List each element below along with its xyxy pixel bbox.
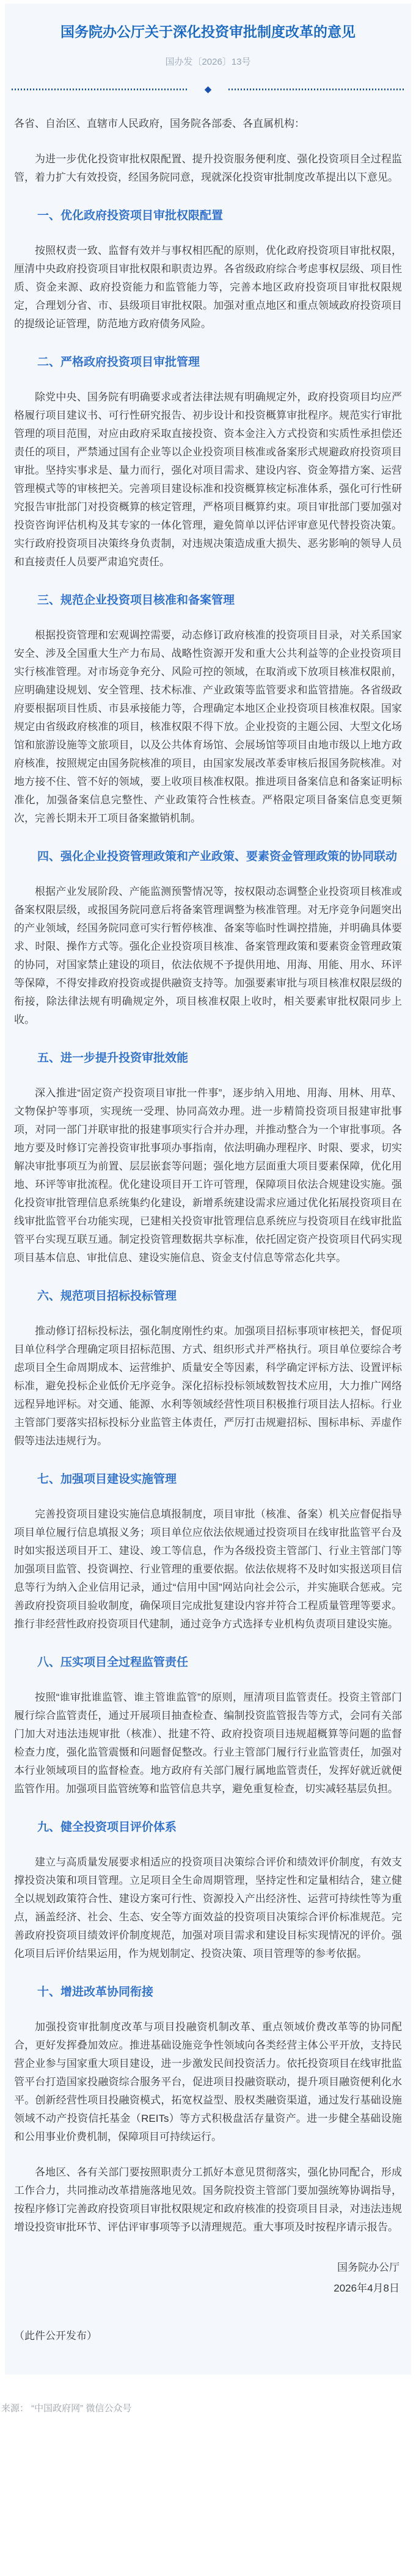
source-footer: 来源： “中国政府网” 微信公众号: [1, 2403, 132, 2414]
title-divider: [12, 85, 404, 94]
section-paragraph: 根据产业发展阶段、产能监测预警情况等，按权限动态调整企业投资项目核准或备案权限层级，或报国务院同意后将备案管理调整为核准管理。对无序竞争问题突出的产业领域，经国务院同意可实行暂停核准、备案等临时性调控措施，并明确具体要求、时限、操作方式等。强化企业投资项目核准、备案管理政策和要素资金管理政策的协同，对国家禁止建设的项目，依法依规不予提供用地、用海、用能、用水、环评等保障，不得安排政府投资或提供融资支持等。加强要素审批与项目核准权限层级的衔接，除法律法规有明确规定外，项目核准权限上收时，相关要素审批权限同步上收。: [14, 886, 402, 1026]
document-title: 国务院办公厅关于深化投资审批制度改革的意见: [60, 24, 356, 40]
section-paragraph: 深入推进“固定资产投资项目审批一件事”，逐步纳入用地、用海、用林、用草、文物保护等事项，实现统一受理、协同高效办理。进一步精简投资项目报建审批事项，对同一部门并联审批的报建事项实行合并办理，并推动整合为一个审批事项。各地方要及时修订完善投资审批事项办事指南，依法明确办理程序、时限、要求，切实解决审批事项互为前置、层层嵌套等问题；强化地方层面重大项目要素保障，优化用地、环评等审批流程。优化建设项目开工许可管理，保障项目依法合规建设实施。强化投资审批管理信息系统集约化建设，新增系统建设需求应通过优化拓展投资项目在线审批监管平台功能实现，已建相关投资审批管理信息系统应与投资项目在线审批监管平台实现互联互通。制定投资管理数据共享标准，依托固定资产投资项目代码实现项目基本信息、审批信息、建设实施信息、资金支付信息等常态化共享。: [14, 1087, 402, 1264]
intro-paragraph: 为进一步优化投资审批权限配置、提升投资服务便利度、强化投资项目全过程监管，着力扩大有效投资，经国务院同意，现就深化投资审批制度改革提出以下意见。: [14, 153, 402, 183]
article-page: [0, 4, 416, 2423]
section-paragraph: 根据投资管理和宏观调控需要，动态修订政府核准的投资项目目录，对关系国家安全、涉及全国重大生产力布局、战略性资源开发和重大公共利益等的企业投资项目实行核准管理。对市场竞争充分、风险可控的领域，在取消或下放项目核准权限前，应明确建设规划、安全管理、技术标准、产业政策等监管要求和监管措施。各省级政府要根据项目性质、市县承接能力等，合理确定本地区企业投资项目核准权限。国家规定由省级政府核准的项目，核准权限不得下放。企业投资的主题公园、大型文化场馆和旅游设施等文旅项目，以及公共体育场馆、会展场馆等项目由地市级以上地方政府核准，按照规定由国务院核准的项目，由国家发展改革委审核后报国务院核准。对地方接不住、管不好的领域，要上收项目核准权限。推进项目备案信息和备案证明标准化，加强备案信息完整性、产业政策符合性核查。严格限定项目备案信息变更频次，完善长期未开工项目备案撤销机制。: [14, 629, 402, 824]
document-panel: [5, 4, 411, 2375]
divider-dotted-line-left: [12, 89, 188, 90]
section-paragraph: 建立与高质量发展要求相适应的投资项目决策综合评价和绩效评价制度，有效支撑投资决策和项目管理。立足项目全生命周期管理，坚持定性和定量相结合，建立健全以规划政策符合性、建设方案可行性、资源投入产出经济性、运营可持续性等为重点，涵盖经济、社会、生态、安全等方面效益的投资项目决策综合评价标准规范。完善政府投资项目绩效评价制度规范，加强对项目需求和建设目标实现情况的评价。强化项目后评价结果运用，作为规划制定、投资决策、项目管理等的参考依据。: [14, 1856, 402, 1959]
diamond-icon: ◆: [204, 84, 212, 95]
section-heading: 三、规范企业投资项目核准和备案管理: [37, 594, 235, 607]
sections-container: [10, 208, 406, 2146]
salutation: 各省、自治区、直辖市人民政府，国务院各部委、各直属机构：: [14, 118, 305, 129]
document-number: 国办发〔2026〕13号: [165, 57, 251, 67]
signature-block: [14, 2257, 400, 2299]
section-paragraph: 推动修订招标投标法，强化制度刚性约束。加强项目招标事项审核把关，督促项目单位科学合理确定项目招标范围、方式、组织形式并严格执行。项目单位要综合考虑项目全生命周期成本、运营维护、质量安全等因素，科学确定评标方法、设置评标标准，避免投标企业低价无序竞争。深化招标投标领域数智技术应用，大力推广网络远程异地评标。对交通、能源、水利等领域经营性项目积极推行项目法人招标。行业主管部门要落实招标投标分业监管主体责任，严厉打击规避招标、围标串标、弄虚作假等违法违规行为。: [14, 1325, 402, 1447]
section-paragraph: 按照“谁审批谁监管、谁主管谁监管”的原则，厘清项目监管责任。投资主管部门履行综合监管责任，通过开展项目抽查检查、编制投资监管报告等方式，会同有关部门加大对违法违规审批（核准）、批建不符、政府投资项目违规超概算等问题的监督检查力度，强化监管震慑和问题督促整改。行业主管部门履行行业监管责任，加强对本行业领域项目的监督检查。地方政府有关部门履行属地监管责任，发挥好就近就便监管作用。加强项目监管统筹和监管信息共享，避免重复检查，切实减轻基层负担。: [14, 1691, 402, 1795]
section-heading: 九、健全投资项目评价体系: [37, 1821, 177, 1834]
section-heading: 五、进一步提升投资审批效能: [37, 1052, 189, 1065]
section-heading: 七、加强项目建设实施管理: [37, 1473, 177, 1486]
section-paragraph: 除党中央、国务院有明确要求或者法律法规有明确规定外，政府投资项目均应严格履行项目建议书、可行性研究报告、初步设计和投资概算审批程序。规范实行审批管理的项目范围，对应由政府采取直接投资、资本金注入方式投资和实质性承担偿还责任的项目，严禁通过国有企业等以企业投资项目核准或备案形式规避政府投资项目审批。坚持实事求是、量力而行，强化对项目需求、建设内容、资金筹措方案、运营管理模式等的审核把关。完善项目建设标准和投资概算核定标准体系，强化可行性研究报告审批部门对投资概算的核定管理，严格项目概算约束。项目审批部门要加强对投资咨询评估机构及其专家的一体化管理，避免简单以评估评审意见代替投资决策。实行政府投资项目决策终身负责制，对违规决策造成重大损失、恶劣影响的领导人员和直接责任人员要严肃追究责任。: [14, 391, 402, 568]
closing-paragraph: 各地区、各有关部门要按照职责分工抓好本意见贯彻落实，强化协同配合，形成工作合力，共同推动改革措施落地见效。国务院投资主管部门要加强统筹协调指导，按程序修订完善政府投资项目审批权限规定和政府核准的投资项目目录，对违法违规增设投资审批环节、评估评审事项等予以清理规范。重大事项及时按程序请示报告。: [14, 2166, 402, 2233]
section-paragraph: 按照权责一致、监督有效并与事权相匹配的原则，优化政府投资项目审批权限，厘清中央政府投资项目审批权限和职责边界。各省级政府综合考虑事权层级、项目性质、资金来源、政府投资能力和监管能力等，完善本地区政府投资项目审批权限规定，合理划分省、市、县级项目审批权限。加强对重点地区和重点领域政府投资项目的提级论证管理，防范地方政府债务风险。: [14, 245, 402, 330]
section-heading: 十、增进改革协同衔接: [37, 1986, 154, 1999]
section-paragraph: 加强投资审批制度改革与项目投融资机制改革、重点领域价费改革等的协同配合，更好发挥叠加效应。推进基础设施竞争性领域向各类经营主体公平开放，支持民营企业参与国家重大项目建设，进一步激发民间投资活力。依托投资项目在线审批监管平台打造国家投融资综合服务平台，促进项目投融资联动，提升项目融资便利化水平。创新经营性项目投融资模式，拓宽权益型、股权类融资渠道，通过发行基础设施领域不动产投资信托基金（REITs）等方式积极盘活存量资产。进一步健全基础设施和公用事业价费机制，保障项目可持续运行。: [14, 2021, 402, 2143]
signature-date: 2026年4月8日: [334, 2282, 400, 2294]
section-heading: 二、严格政府投资项目审批管理: [37, 356, 200, 369]
signature-issuer: 国务院办公厅: [337, 2262, 400, 2273]
divider-dotted-line-right: [228, 89, 404, 90]
section-heading: 一、优化政府投资项目审批权限配置: [37, 209, 224, 222]
public-release-note: （此件公开发布）: [14, 2330, 97, 2342]
section-heading: 六、规范项目招标投标管理: [37, 1290, 177, 1303]
section-paragraph: 完善投资项目建设实施信息填报制度，项目审批（核准、备案）机关应督促指导项目单位履行信息填报义务；项目单位应依法依规通过投资项目在线审批监管平台及时如实报送项目开工、建设、竣工等信息，作为各级投资主管部门、行业主管部门等加强项目监管、投资调控、行业管理的重要依据。依法依规将不及时如实报送项目信息等行为纳入企业信用记录，通过“信用中国”网站向社会公示，并实施联合惩戒。完善政府投资项目验收制度，确保项目完成批复建设内容并符合工程质量管理等要求。推行非经营性政府投资项目代建制，通过竞争方式选择专业机构负责项目建设实施。: [14, 1508, 402, 1630]
section-heading: 八、压实项目全过程监管责任: [37, 1656, 189, 1669]
section-heading: 四、强化企业投资管理政策和产业政策、要素资金管理政策的协同联动: [37, 850, 398, 863]
